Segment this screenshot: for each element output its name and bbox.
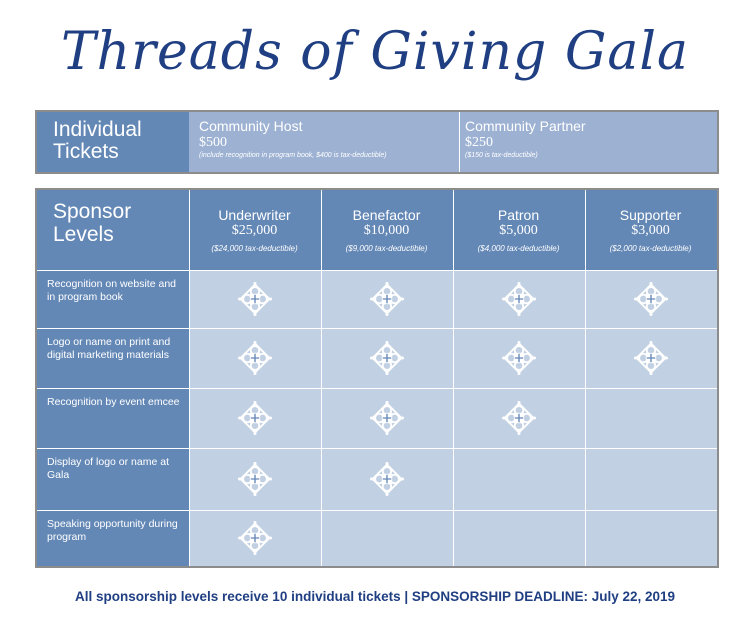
row-divider <box>37 328 717 329</box>
quatrefoil-ornament-icon <box>502 341 536 375</box>
ticket-option-price: $500 <box>199 135 227 150</box>
sponsor-table-header <box>37 190 717 270</box>
sponsor-levels-label-line1: Sponsor <box>53 200 132 223</box>
quatrefoil-ornament-icon <box>238 521 272 555</box>
level-name: Supporter <box>619 207 682 223</box>
level-price: $3,000 <box>631 223 670 238</box>
row-divider <box>37 388 717 389</box>
quatrefoil-ornament-icon <box>238 401 272 435</box>
individual-tickets-label <box>37 112 189 172</box>
ticket-option-note: ($150 is tax-deductible) <box>465 152 538 159</box>
level-note: ($24,000 tax-deductible) <box>211 244 298 253</box>
level-patron <box>453 207 584 253</box>
sponsor-levels-label-line2: Levels <box>53 223 114 246</box>
level-name: Underwriter <box>218 207 291 223</box>
level-note: ($2,000 tax-deductible) <box>609 244 692 253</box>
quatrefoil-ornament-icon <box>634 282 668 316</box>
sponsorship-deadline: SPONSORSHIP DEADLINE: July 22, 2019 <box>411 589 676 604</box>
page-title: Threads of Giving Gala <box>60 22 690 82</box>
row-divider <box>37 270 717 271</box>
individual-tickets-panel <box>35 110 719 174</box>
quatrefoil-ornament-icon <box>502 282 536 316</box>
ticket-option-price: $250 <box>465 135 493 150</box>
quatrefoil-ornament-icon <box>370 401 404 435</box>
individual-tickets-label-line2: Tickets <box>53 140 119 163</box>
individual-tickets-label-line1: Individual <box>53 118 142 141</box>
footer-tickets-text: All sponsorship levels receive 10 individual tickets <box>74 589 401 604</box>
row-divider <box>37 448 717 449</box>
benefit-label-speaking: Speaking opportunity during program <box>37 510 189 566</box>
ticket-option-note: (include recognition in program book, $400 is tax-deductible) <box>199 152 387 159</box>
benefit-label-website: Recognition on website and in program book <box>37 270 189 328</box>
quatrefoil-ornament-icon <box>370 282 404 316</box>
ticket-divider <box>459 112 460 172</box>
quatrefoil-ornament-icon <box>238 282 272 316</box>
quatrefoil-ornament-icon <box>502 401 536 435</box>
ticket-option-community-partner <box>465 118 586 159</box>
ticket-option-name: Community Partner <box>465 118 586 134</box>
sponsor-levels-table <box>35 188 719 568</box>
benefit-label-emcee: Recognition by event emcee <box>37 388 189 448</box>
quatrefoil-ornament-icon <box>634 341 668 375</box>
level-underwriter <box>189 207 320 253</box>
level-note: ($4,000 tax-deductible) <box>477 244 560 253</box>
quatrefoil-ornament-icon <box>238 341 272 375</box>
footer-separator: | <box>404 589 409 604</box>
level-price: $5,000 <box>499 223 538 238</box>
level-price: $25,000 <box>231 223 278 238</box>
quatrefoil-ornament-icon <box>370 462 404 496</box>
row-divider <box>37 510 717 511</box>
footer-note <box>0 589 750 604</box>
sponsor-levels-label <box>37 190 189 270</box>
level-benefactor <box>321 207 452 253</box>
ticket-option-community-host <box>199 118 387 159</box>
quatrefoil-ornament-icon <box>238 462 272 496</box>
level-note: ($9,000 tax-deductible) <box>345 244 428 253</box>
ticket-option-name: Community Host <box>199 118 303 134</box>
quatrefoil-ornament-icon <box>370 341 404 375</box>
benefit-label-gala-display: Display of logo or name at Gala <box>37 448 189 510</box>
level-name: Patron <box>497 207 540 223</box>
level-name: Benefactor <box>352 207 421 223</box>
level-supporter <box>585 207 716 253</box>
level-price: $10,000 <box>363 223 410 238</box>
benefit-label-marketing: Logo or name on print and digital marketing materials <box>37 328 189 388</box>
